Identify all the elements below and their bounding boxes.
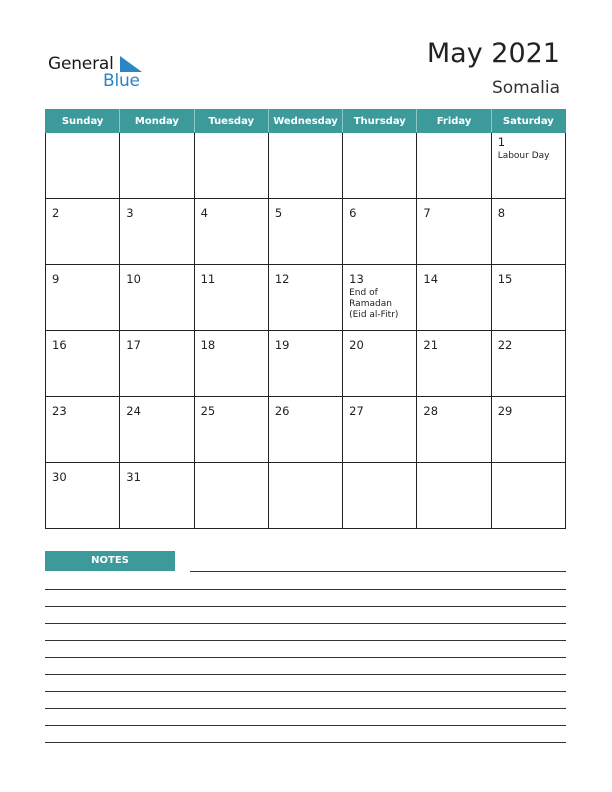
calendar-grid <box>45 109 566 529</box>
day-cell <box>491 133 565 199</box>
day-cell <box>120 331 194 397</box>
day-cell <box>194 199 268 265</box>
day-cell <box>491 397 565 463</box>
day-cell <box>343 331 417 397</box>
note-line <box>45 725 566 726</box>
day-cell <box>268 463 342 529</box>
day-number: 25 <box>200 404 216 418</box>
note-line <box>45 623 566 624</box>
notes-label: NOTES <box>45 551 175 571</box>
day-cell <box>120 397 194 463</box>
day-cell <box>417 331 491 397</box>
day-cell <box>491 265 565 331</box>
weekday-header: Monday <box>120 110 194 133</box>
day-cell <box>120 265 194 331</box>
logo-triangle-icon <box>120 56 142 72</box>
holiday-event: Labour Day <box>497 151 550 161</box>
day-number: 19 <box>274 338 290 352</box>
week-row <box>46 265 566 331</box>
day-cell <box>417 463 491 529</box>
day-number: 14 <box>423 272 439 286</box>
day-number: 12 <box>274 272 290 286</box>
day-cell <box>194 463 268 529</box>
day-number: 13 <box>349 272 364 286</box>
weekday-header: Tuesday <box>194 110 268 133</box>
day-number: 5 <box>274 206 283 220</box>
note-line <box>45 674 566 675</box>
calendar-title: May 2021 <box>426 38 560 69</box>
day-cell <box>268 331 342 397</box>
day-number: 30 <box>52 470 67 484</box>
day-number: 21 <box>423 338 439 352</box>
day-number: 17 <box>126 338 141 352</box>
day-cell <box>343 397 417 463</box>
day-number: 24 <box>126 404 141 418</box>
day-number: 29 <box>497 404 513 418</box>
day-number: 23 <box>52 404 67 418</box>
day-cell <box>46 331 120 397</box>
note-line <box>45 606 566 607</box>
note-line <box>45 742 566 743</box>
day-number: 27 <box>349 404 364 418</box>
day-number: 4 <box>200 206 208 220</box>
day-number: 1 <box>497 135 506 149</box>
weekday-header: Thursday <box>343 110 417 133</box>
note-line <box>45 589 566 590</box>
day-cell <box>120 199 194 265</box>
day-cell <box>194 133 268 199</box>
holiday-event: End of Ramadan (Eid al-Fitr) <box>349 288 399 320</box>
day-number: 22 <box>497 338 513 352</box>
week-row <box>46 331 566 397</box>
weekday-header: Wednesday <box>268 110 342 133</box>
week-row <box>46 199 566 265</box>
note-line <box>45 640 566 641</box>
day-cell <box>417 397 491 463</box>
day-cell <box>120 463 194 529</box>
day-number: 26 <box>274 404 290 418</box>
day-number: 6 <box>349 206 357 220</box>
day-cell <box>343 133 417 199</box>
day-number: 18 <box>200 338 216 352</box>
day-cell <box>491 331 565 397</box>
day-number: 10 <box>126 272 141 286</box>
day-cell <box>417 199 491 265</box>
note-line <box>45 708 566 709</box>
day-number: 16 <box>52 338 67 352</box>
week-row <box>46 463 566 529</box>
day-cell <box>417 265 491 331</box>
day-cell <box>268 397 342 463</box>
day-number: 15 <box>497 272 513 286</box>
day-cell <box>268 199 342 265</box>
weekday-header: Friday <box>417 110 491 133</box>
day-cell <box>491 199 565 265</box>
day-cell <box>46 397 120 463</box>
day-cell <box>343 199 417 265</box>
day-cell <box>343 463 417 529</box>
calendar-body <box>46 133 566 529</box>
day-cell <box>194 397 268 463</box>
country-name: Somalia <box>491 78 560 98</box>
day-cell <box>343 265 417 331</box>
logo-text-blue: Blue <box>103 71 140 91</box>
day-number: 20 <box>349 338 364 352</box>
day-number: 8 <box>497 206 506 220</box>
weekday-header: Saturday <box>491 110 565 133</box>
weekday-header-row <box>46 110 566 133</box>
note-line <box>190 571 566 572</box>
generalblue-logo <box>48 54 148 94</box>
day-cell <box>268 265 342 331</box>
day-number: 9 <box>52 272 60 286</box>
day-cell <box>491 463 565 529</box>
day-cell <box>194 265 268 331</box>
note-line <box>45 657 566 658</box>
day-cell <box>46 265 120 331</box>
day-cell <box>46 133 120 199</box>
note-line <box>45 691 566 692</box>
day-number: 3 <box>126 206 134 220</box>
day-number: 7 <box>423 206 431 220</box>
day-cell <box>46 463 120 529</box>
day-cell <box>120 133 194 199</box>
day-number: 11 <box>200 272 216 286</box>
day-number: 2 <box>52 206 60 220</box>
logo-text-general: General <box>48 54 114 74</box>
day-cell <box>194 331 268 397</box>
day-cell <box>417 133 491 199</box>
day-cell <box>268 133 342 199</box>
day-cell <box>46 199 120 265</box>
day-number: 31 <box>126 470 141 484</box>
week-row <box>46 397 566 463</box>
day-number: 28 <box>423 404 439 418</box>
weekday-header: Sunday <box>46 110 120 133</box>
week-row <box>46 133 566 199</box>
